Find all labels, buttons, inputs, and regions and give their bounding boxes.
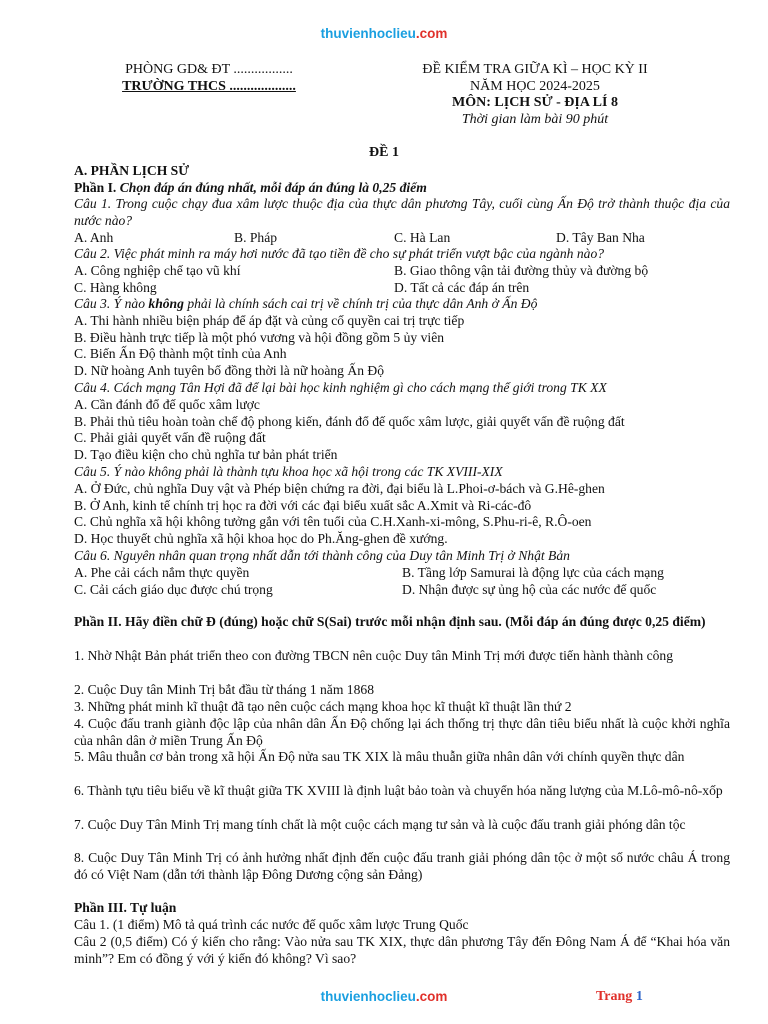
q1-option-a: A. Anh: [74, 230, 114, 245]
exam-code: ĐỀ 1: [369, 145, 399, 160]
q5-option-a: A. Ở Đức, chủ nghĩa Duy vật và Phép biện chứng ra đời, đại biểu là L.Phoi-ơ-bách và G.Hê-ghen: [74, 481, 605, 496]
exam-time: Thời gian làm bài 90 phút: [461, 112, 609, 127]
part2-item-8: 8. Cuộc Duy Tân Minh Trị có ảnh hưởng nhất định đến cuộc đấu tranh giải phóng dân tộc ở một số nước châu Á trong đó có Việt Nam (dẫn tới thành lập Đông Dương cộng sản Đảng): [74, 850, 730, 882]
part3-question-2: Câu 2 (0,5 điểm) Có ý kiến cho rằng: Vào nửa sau TK XIX, thực dân phương Tây đến Đông Nam Á để “Khai hóa văn minh”? Em có đồng ý với ý kiến đó không? Vì sao?: [74, 934, 730, 966]
q2-text: Câu 2. Việc phát minh ra máy hơi nước đã tạo tiền đề cho sự phát triển vượt bậc của ngành nào?: [74, 246, 605, 261]
q3-option-d: D. Nữ hoàng Anh tuyên bố đồng thời là nữ hoàng Ấn Độ: [74, 363, 385, 378]
q5-option-d: D. Học thuyết chủ nghĩa xã hội khoa học do Ph.Ăng-ghen đề xướng.: [74, 531, 448, 546]
q1-option-b: B. Pháp: [234, 230, 278, 245]
dept-header: PHÒNG GD& ĐT .................: [125, 62, 293, 77]
part3-question-1: Câu 1. (1 điểm) Mô tả quá trình các nước đế quốc xâm lược Trung Quốc: [74, 917, 469, 932]
q4-option-d: D. Tạo điều kiện cho chủ nghĩa tư bản phát triển: [74, 447, 338, 462]
part2-item-2: 2. Cuộc Duy tân Minh Trị bắt đầu từ tháng 1 năm 1868: [74, 682, 374, 697]
q1-option-d: D. Tây Ban Nha: [556, 230, 645, 245]
page-number: Trang 1: [596, 989, 643, 1004]
school-header: TRƯỜNG THCS ...................: [122, 79, 296, 94]
q1-text: Câu 1. Trong cuộc chạy đua xâm lược thuộc địa của thực dân phương Tây, cuối cùng Ấn Độ trở thành thuộc địa của nước nào?: [74, 196, 730, 228]
part2-item-7: 7. Cuộc Duy Tân Minh Trị mang tính chất là một cuộc cách mạng tư sản và là cuộc đấu tranh giải phóng dân tộc: [74, 817, 686, 832]
part2-item-3: 3. Những phát minh kĩ thuật đã tạo nên cuộc cách mạng khoa học kĩ thuật kĩ thuật lần thứ 2: [74, 699, 572, 714]
exam-title: ĐỀ KIỂM TRA GIỮA KÌ – HỌC KỲ II: [422, 62, 648, 77]
q6-option-d: D. Nhận được sự ủng hộ của các nước đế quốc: [402, 582, 657, 597]
site-watermark-bottom: thuvienhoclieu.com: [320, 989, 448, 1004]
subject: MÔN: LỊCH SỬ - ĐỊA LÍ 8: [452, 95, 618, 110]
q4-option-c: C. Phải giải quyết vấn đề ruộng đất: [74, 430, 266, 445]
q6-option-b: B. Tầng lớp Samurai là động lực của cách mạng: [402, 565, 664, 580]
q2-option-c: C. Hàng không: [74, 280, 157, 295]
q3-text: Câu 3. Ý nào không phải là chính sách cai trị về chính trị của thực dân Anh ở Ấn Độ: [74, 296, 538, 311]
q3-option-a: A. Thi hành nhiều biện pháp để áp đặt và củng cố quyền cai trị trực tiếp: [74, 313, 465, 328]
q6-option-a: A. Phe cải cách nắm thực quyền: [74, 565, 250, 580]
q5-option-b: B. Ở Anh, kinh tế chính trị học ra đời với các đại biểu xuất sắc A.Xmit và Ri-các-đô: [74, 498, 532, 513]
q1-option-c: C. Hà Lan: [394, 230, 451, 245]
q5-text: Câu 5. Ý nào không phải là thành tựu khoa học xã hội trong các TK XVIII-XIX: [74, 464, 503, 479]
q2-option-d: D. Tất cả các đáp án trên: [394, 280, 530, 295]
q3-option-c: C. Biến Ấn Độ thành một tỉnh của Anh: [74, 346, 287, 361]
part2-item-4: 4. Cuộc đấu tranh giành độc lập của nhân dân Ấn Độ chống lại ách thống trị thực dân tiêu biểu nhất là cuộc khởi nghĩa của nhân dân ở miền Trung Ấn Độ: [74, 716, 730, 748]
q6-text: Câu 6. Nguyên nhân quan trọng nhất dẫn tới thành công của Duy tân Minh Trị ở Nhật Bản: [74, 548, 570, 563]
q3-option-b: B. Điều hành trực tiếp là một phó vương và hội đồng gồm 5 ủy viên: [74, 330, 445, 345]
part2-item-6: 6. Thành tựu tiêu biểu về kĩ thuật giữa TK XVIII là định luật bảo toàn và chuyển hóa năng lượng của M.Lô-mô-nô-xốp: [74, 783, 723, 798]
q5-option-c: C. Chủ nghĩa xã hội không tưởng gắn với tên tuổi của C.H.Xanh-xi-mông, S.Phu-ri-ê, R.Ô-oen: [74, 514, 592, 529]
q2-option-b: B. Giao thông vận tải đường thủy và đường bộ: [394, 263, 649, 278]
q6-option-c: C. Cải cách giáo dục được chú trọng: [74, 582, 273, 597]
part2-item-1: 1. Nhờ Nhật Bản phát triển theo con đường TBCN nên cuộc Duy tân Minh Trị mới được tiến hành thành công: [74, 648, 673, 663]
site-watermark-top: thuvienhoclieu.com: [320, 26, 448, 41]
part3-heading: Phần III. Tự luận: [74, 900, 177, 915]
part1-heading: Phần I. Chọn đáp án đúng nhất, mỗi đáp án đúng là 0,25 điểm: [74, 180, 427, 195]
q4-text: Câu 4. Cách mạng Tân Hợi đã để lại bài học kinh nghiệm gì cho cách mạng thế giới trong TK XX: [74, 380, 607, 395]
section-a-heading: A. PHẦN LỊCH SỬ: [74, 163, 190, 178]
q2-option-a: A. Công nghiệp chế tạo vũ khí: [74, 263, 241, 278]
part2-heading: Phần II. Hãy điền chữ Đ (đúng) hoặc chữ S(Sai) trước mỗi nhận định sau. (Mỗi đáp án đúng được 0,25 điểm): [74, 614, 706, 629]
q4-option-a: A. Cần đánh đổ đế quốc xâm lược: [74, 397, 260, 412]
school-year: NĂM HỌC 2024-2025: [470, 79, 600, 94]
part2-item-5: 5. Mâu thuẫn cơ bản trong xã hội Ấn Độ nửa sau TK XIX là mâu thuẫn giữa nhân dân với chính quyền thực dân: [74, 749, 685, 764]
q4-option-b: B. Phải thủ tiêu hoàn toàn chế độ phong kiến, đánh đổ đế quốc xâm lược, giải quyết vấn đề ruộng đất: [74, 414, 625, 429]
